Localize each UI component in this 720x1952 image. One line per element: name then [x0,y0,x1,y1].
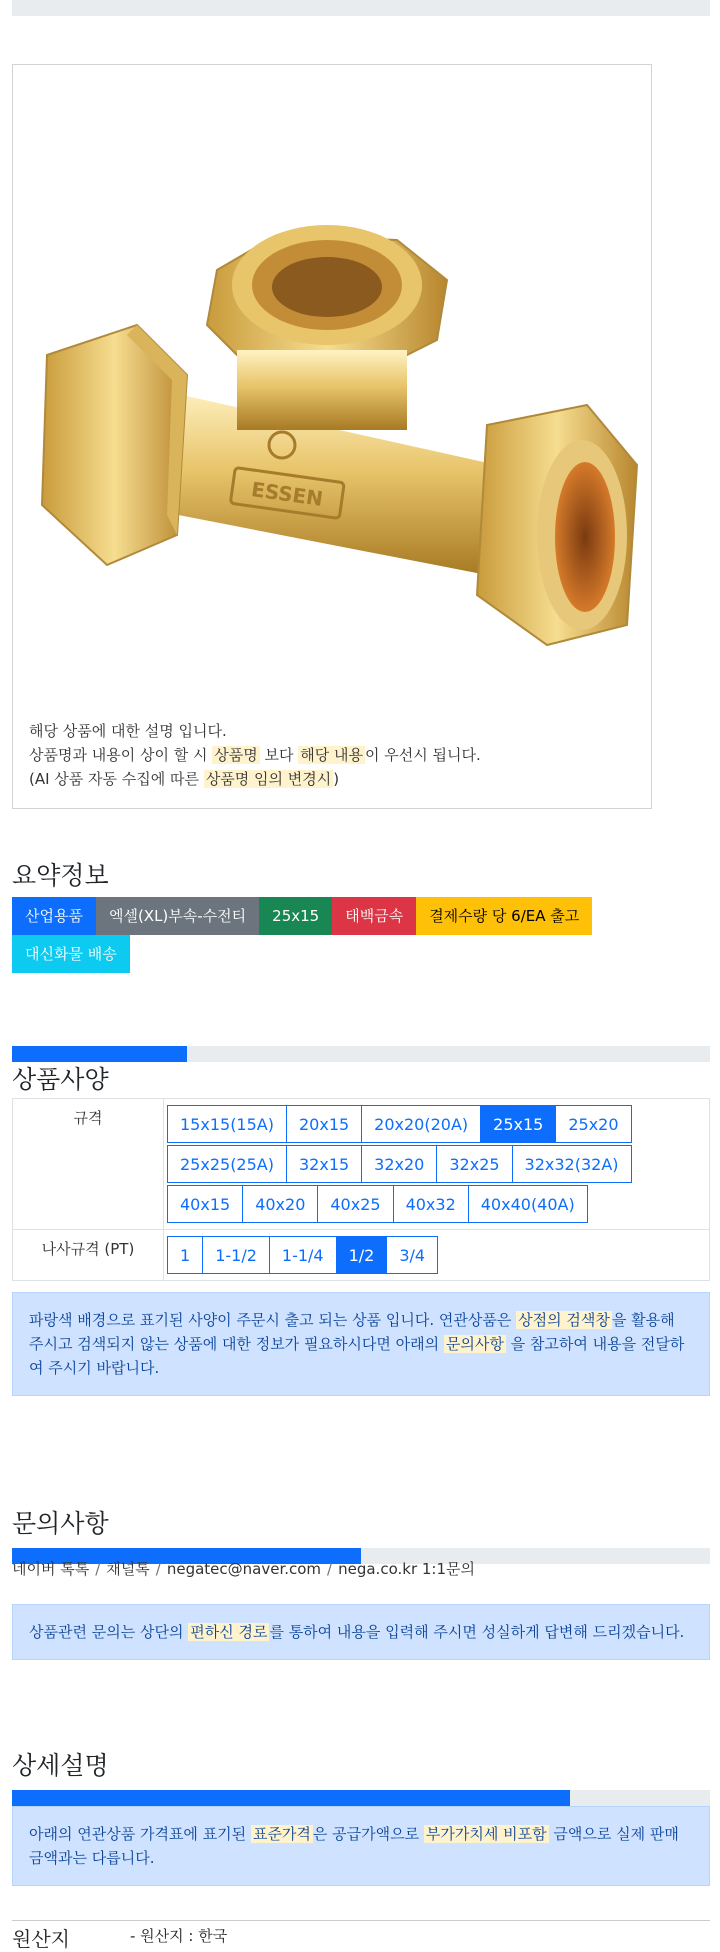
channel-naver-talktalk[interactable]: 네이버 톡톡 [12,1560,90,1578]
brass-tee-fitting-photo [27,175,647,695]
channel-channeltalk[interactable]: 채널톡 [106,1560,150,1578]
spec-notice-c: 을 참고하여 내용을 전달하여 주시기 바랍니다. [29,1335,685,1377]
inquiry-channels [12,1558,475,1579]
size-option[interactable]: 40x32 [393,1185,469,1223]
badge-product-type: 엑셀(XL)부속-수전티 [96,897,259,935]
desc2-mark1: 상품명 [214,746,258,764]
size-option[interactable]: 32x25 [436,1145,512,1183]
detail-title: 상세설명 [12,1751,109,1780]
essen-stamp-text: ESSEN [249,477,325,511]
product-image-panel [12,64,652,809]
detail-progress-bar [12,1790,710,1806]
origin-row [12,1920,710,1951]
thread-row [13,1230,710,1281]
channel-site-inquiry[interactable]: nega.co.kr 1:1문의 [338,1560,475,1578]
detail-notice-mark1: 표준가격 [252,1825,311,1843]
size-option[interactable]: 32x20 [361,1145,437,1183]
size-option[interactable]: 20x15 [286,1105,362,1143]
detail-notice-b: 은 공급가액으로 [312,1825,420,1843]
description-line-3 [29,767,481,791]
desc2-b: 보다 [264,746,294,764]
desc2-a: 상품명과 내용이 상이 할 시 [29,746,208,764]
spec-table [12,1098,710,1281]
origin-label: 원산지 [12,1927,70,1951]
desc2-c: 이 우선시 됩니다. [365,746,481,764]
channel-separator: / [155,1560,161,1578]
thread-option[interactable]: 1-1/2 [202,1236,270,1274]
thread-option[interactable]: 3/4 [386,1236,438,1274]
origin-value: - 원산지 : 한국 [130,1927,228,1945]
product-description [29,719,481,791]
spec-notice [12,1292,710,1396]
detail-notice-a: 아래의 연관상품 가격표에 표기된 [29,1825,247,1843]
thread-option[interactable]: 1/2 [336,1236,388,1274]
inquiry-notice [12,1604,710,1660]
size-option[interactable]: 40x20 [242,1185,318,1223]
detail-notice-mark2: 부가가치세 비포함 [425,1825,547,1843]
size-option[interactable]: 40x40(40A) [468,1185,588,1223]
size-option[interactable]: 15x15(15A) [167,1105,287,1143]
badge-size: 25x15 [259,897,332,935]
detail-notice-c: 금액으로 실제 판매금액과는 다릅니다. [29,1825,679,1867]
inquiry-notice-a: 상품관련 문의는 상단의 [29,1623,184,1641]
size-option[interactable]: 32x15 [286,1145,362,1183]
spec-notice-mark1: 상점의 검색창 [518,1311,610,1329]
desc3-b: ) [333,770,340,788]
size-option[interactable]: 20x20(20A) [361,1105,481,1143]
thread-options [164,1230,710,1281]
summary-badges [12,897,632,973]
inquiry-notice-b: 를 통하여 내용을 입력해 주시면 성실하게 답변해 드리겠습니다. [269,1623,685,1641]
channel-separator: / [95,1560,101,1578]
desc2-mark2: 해당 내용 [300,746,364,764]
size-option-row [167,1105,706,1143]
spec-notice-a: 파랑색 배경으로 표기된 사양이 주문시 출고 되는 상품 입니다. 연관상품은 [29,1311,512,1329]
channel-email[interactable]: negatec@naver.com [166,1560,322,1578]
badge-quantity: 결제수량 당 6/EA 출고 [416,897,592,935]
size-option[interactable]: 40x25 [317,1185,393,1223]
size-option[interactable]: 25x25(25A) [167,1145,287,1183]
thread-option[interactable]: 1 [167,1236,203,1274]
channel-separator: / [327,1560,333,1578]
size-row [13,1099,710,1230]
size-option[interactable]: 40x15 [167,1185,243,1223]
thread-label: 나사규격 (PT) [13,1230,164,1281]
size-option[interactable]: 25x15 [480,1105,556,1143]
detail-progress-fill [12,1790,570,1806]
thread-option[interactable]: 1-1/4 [269,1236,337,1274]
spec-notice-mark2: 문의사항 [445,1335,504,1353]
badge-category: 산업용품 [12,897,96,935]
size-option-row [167,1185,706,1223]
desc3-a: (AI 상품 자동 수집에 따른 [29,770,200,788]
detail-notice [12,1806,710,1886]
size-label: 규격 [13,1099,164,1230]
size-options [164,1099,710,1230]
specs-title: 상품사양 [12,1065,109,1094]
inquiry-notice-mark: 편하신 경로 [190,1623,268,1641]
inquiry-title: 문의사항 [12,1509,109,1538]
thread-option-row [167,1236,706,1274]
size-option[interactable]: 32x32(32A) [512,1145,632,1183]
specs-progress-bar [12,1046,710,1062]
summary-title: 요약정보 [12,861,109,890]
description-line-2 [29,743,481,767]
badge-maker: 태백금속 [332,897,416,935]
spec-notice-b: 을 활용해 주시고 검색되지 않는 상품에 대한 정보가 필요하시다면 아래의 [29,1311,675,1353]
top-progress-bar [12,0,710,16]
badge-shipping: 대신화물 배송 [12,935,130,973]
description-line-1: 해당 상품에 대한 설명 입니다. [29,722,227,740]
desc3-mark: 상품명 임의 변경시 [205,770,332,788]
size-option[interactable]: 25x20 [555,1105,631,1143]
size-option-row [167,1145,706,1183]
